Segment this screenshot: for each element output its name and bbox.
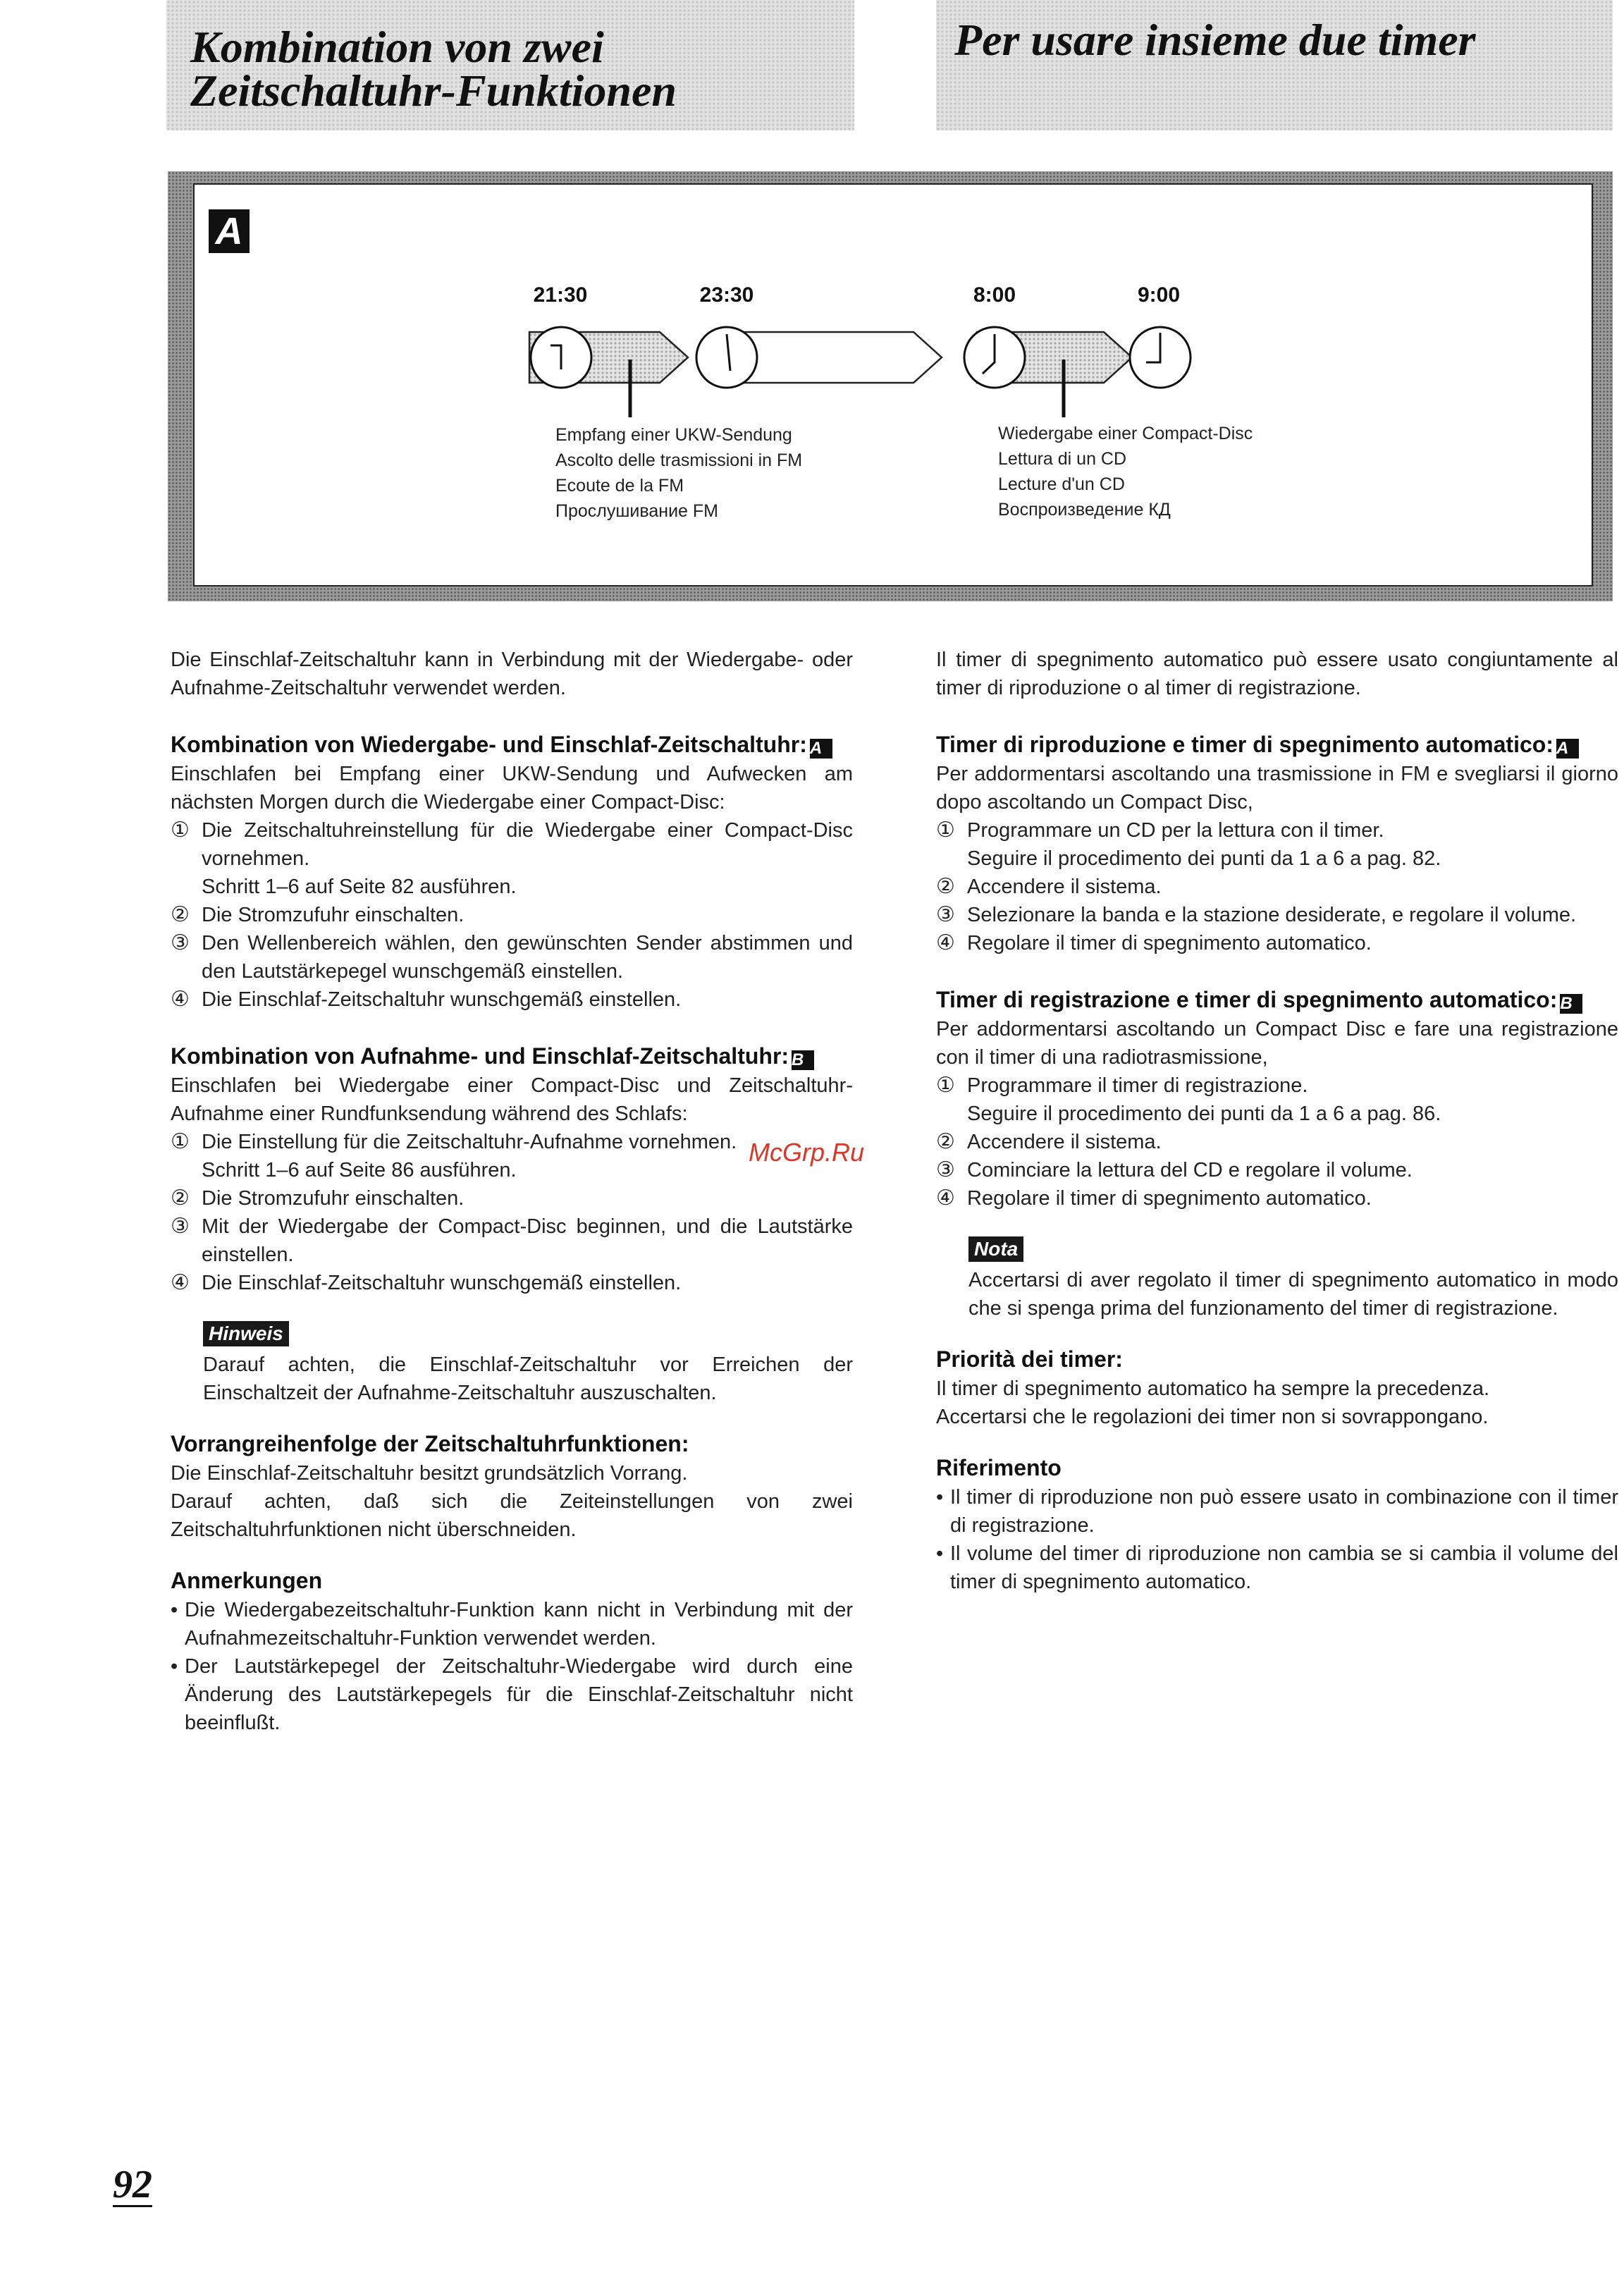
german-column xyxy=(171,646,853,1737)
priority-line: Darauf achten, daß sich die Zeiteinstellungen von zwei Zeitschaltuhrfunktionen nicht überschneiden. xyxy=(171,1490,853,1541)
page-number: 92 xyxy=(113,2163,152,2206)
timeline-diagram xyxy=(195,185,1592,585)
title-de-line1: Kombination von zwei xyxy=(190,22,604,72)
step-item: ② Accendere il sistema. xyxy=(936,1129,1162,1154)
intro-paragraph: Die Einschlaf-Zeitschaltuhr kann in Verbindung mit der Wiedergabe- oder Aufnahme-Zeitschaltuhr verwendet werden. xyxy=(171,649,853,699)
legend-line: Ecoute de la FM xyxy=(555,476,684,496)
title-de-line2: Zeitschaltuhr-Funktionen xyxy=(190,66,677,116)
section-lead: Per addormentarsi ascoltando una trasmissione in FM e svegliarsi il giorno dopo ascoltando un Compact Disc, xyxy=(936,763,1618,813)
legend-line: Wiedergabe einer Compact-Disc xyxy=(998,424,1253,443)
time-label: 8:00 xyxy=(973,283,1016,307)
section-lead: Per addormentarsi ascoltando un Compact Disc e fare una registrazione con il timer di una radiotrasmissione, xyxy=(936,1018,1618,1069)
step-item: ② Die Stromzufuhr einschalten. xyxy=(171,1186,465,1210)
hint-block xyxy=(171,1320,853,1407)
hint-text: Darauf achten, die Einschlaf-Zeitschaltuhr vor Erreichen der Einschaltzeit der Aufnahme-Zeitschaltuhr auszuschalten. xyxy=(203,1353,853,1404)
priority-heading: Vorrangreihenfolge der Zeitschaltuhrfunktionen: xyxy=(171,1431,689,1456)
step-subnote: Seguire il procedimento dei punti da 1 a 6 a pag. 86. xyxy=(967,1103,1441,1125)
step-subnote: Schritt 1–6 auf Seite 86 ausführen. xyxy=(202,1159,517,1181)
step-item: ④ Regolare il timer di spegnimento automatico. xyxy=(936,1186,1372,1210)
italian-column xyxy=(936,646,1618,1596)
section-lead: Einschlafen bei Wiedergabe einer Compact-Disc und Zeitschaltuhr-Aufnahme einer Rundfunksendung während des Schlafs: xyxy=(171,1074,853,1125)
cd-legend xyxy=(998,421,1253,522)
section-heading: Timer di riproduzione e timer di spegnimento automatico: A xyxy=(936,729,1618,760)
legend-line: Lettura di un CD xyxy=(998,449,1127,469)
priority-line: Accertarsi che le regolazioni dei timer non si sovrappongano. xyxy=(936,1406,1489,1428)
step-item: ④ Die Einschlaf-Zeitschaltuhr wunschgemäß einstellen. xyxy=(171,987,682,1012)
clock-icon xyxy=(696,327,757,388)
reference-heading: Riferimento xyxy=(936,1455,1062,1480)
timer-figure xyxy=(193,183,1593,587)
watermark: McGrp.Ru xyxy=(749,1138,865,1167)
step-item: ③ Den Wellenbereich wählen, den gewünschten Sender abstimmen und den Lautstärkepegel wunschgemäß einstellen. xyxy=(171,931,853,983)
step-item: ③ Mit der Wiedergabe der Compact-Disc beginnen, und die Lautstärke einstellen. xyxy=(171,1214,853,1266)
section-heading: Timer di registrazione e timer di spegnimento automatico: B xyxy=(936,984,1618,1015)
section-heading: Kombination von Wiedergabe- und Einschlaf-Zeitschaltuhr: A xyxy=(171,729,853,760)
header-it xyxy=(936,0,1613,130)
remark-item: • Der Lautstärkepegel der Zeitschaltuhr-Wiedergabe wird durch eine Änderung des Lautstärkepegels für die Einschlaf-Zeitschaltuhr nicht beeinflußt. xyxy=(171,1655,853,1734)
hint-tag: Hinweis xyxy=(203,1321,289,1346)
time-label: 21:30 xyxy=(533,283,588,307)
step-item: ③ Cominciare la lettura del CD e regolare il volume. xyxy=(936,1158,1413,1182)
step-item: ④ Die Einschlaf-Zeitschaltuhr wunschgemäß einstellen. xyxy=(171,1270,682,1295)
legend-line: Empfang einer UKW-Sendung xyxy=(555,425,792,445)
title-it: Per usare insieme due timer xyxy=(954,15,1476,65)
clock-icon xyxy=(531,327,591,388)
note-block xyxy=(936,1235,1618,1322)
legend-line: Lecture d'un CD xyxy=(998,474,1125,494)
figure-b-icon: B xyxy=(792,1050,814,1070)
header-de xyxy=(166,0,854,130)
reference-item: • Il volume del timer di riproduzione non cambia se si cambia il volume del timer di spegnimento automatico. xyxy=(936,1542,1618,1593)
figure-a-icon: A xyxy=(1556,739,1579,759)
timer-figure-panel xyxy=(168,171,1613,601)
step-item: ① Programmare un CD per la lettura con il timer. xyxy=(936,818,1384,842)
step-item: ② Accendere il sistema. xyxy=(936,874,1162,899)
legend-line: Ascolto delle trasmissioni in FM xyxy=(555,450,803,470)
figure-badge: A xyxy=(209,209,250,253)
step-subnote: Seguire il procedimento dei punti da 1 a 6 a pag. 82. xyxy=(967,847,1441,870)
clock-icon xyxy=(964,327,1025,388)
fm-legend xyxy=(555,422,802,524)
remark-item: • Die Wiedergabezeitschaltuhr-Funktion kann nicht in Verbindung mit der Aufnahmezeitschaltuhr-Funktion verwendet werden. xyxy=(171,1599,853,1650)
time-label: 23:30 xyxy=(699,283,754,307)
time-label: 9:00 xyxy=(1137,283,1181,307)
note-tag: Nota xyxy=(968,1236,1023,1262)
figure-b-icon: B xyxy=(1560,994,1582,1014)
title-de xyxy=(190,22,677,116)
step-item: ① Programmare il timer di registrazione. xyxy=(936,1073,1308,1098)
figure-a-icon: A xyxy=(810,739,832,759)
step-subnote: Schritt 1–6 auf Seite 82 ausführen. xyxy=(202,876,517,898)
section-heading: Kombination von Aufnahme- und Einschlaf-Zeitschaltuhr: B xyxy=(171,1040,853,1072)
reference-item: • Il timer di riproduzione non può essere usato in combinazione con il timer di registrazione. xyxy=(936,1486,1618,1537)
legend-line: Прослушивание FM xyxy=(555,501,719,521)
remarks-heading: Anmerkungen xyxy=(171,1568,323,1593)
step-item: ① Die Zeitschaltuhreinstellung für die Wiedergabe einer Compact-Disc vornehmen. xyxy=(171,818,853,870)
step-item: ③ Selezionare la banda e la stazione desiderate, e regolare il volume. xyxy=(936,902,1577,927)
step-item: ① Die Einstellung für die Zeitschaltuhr-Aufnahme vornehmen. xyxy=(171,1129,737,1154)
step-item: ② Die Stromzufuhr einschalten. xyxy=(171,902,465,927)
intro-paragraph: Il timer di spegnimento automatico può essere usato congiuntamente al timer di riproduzione o al timer di registrazione. xyxy=(936,649,1618,699)
priority-line: Il timer di spegnimento automatico ha sempre la precedenza. xyxy=(936,1377,1490,1400)
priority-heading: Priorità dei timer: xyxy=(936,1346,1123,1372)
step-item: ④ Regolare il timer di spegnimento automatico. xyxy=(936,931,1372,955)
priority-line: Die Einschlaf-Zeitschaltuhr besitzt grundsätzlich Vorrang. xyxy=(171,1462,688,1485)
legend-line: Воспроизведение КД xyxy=(998,500,1171,520)
clock-icon xyxy=(1130,327,1191,388)
section-lead: Einschlafen bei Empfang einer UKW-Sendung und Aufwecken am nächsten Morgen durch die Wiedergabe einer Compact-Disc: xyxy=(171,763,853,813)
note-text: Accertarsi di aver regolato il timer di spegnimento automatico in modo che si spenga prima del funzionamento del timer di registrazione. xyxy=(968,1269,1618,1320)
